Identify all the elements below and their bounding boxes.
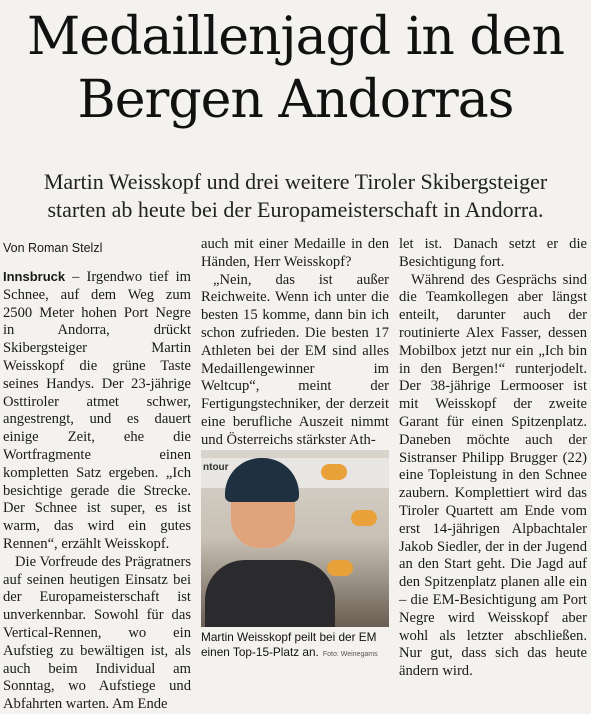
article-photo [201, 450, 389, 627]
column-3-paragraph-2: Während des Gesprächs sind die Teamkollegen aber längst enteilt, darunter auch der routinierte Alex Fasser, dessen Mobilbox jetzt nur ein „Ich bin in den Bergen!“ runterjodelt. Der 38-jährige Lermooser ist mit Weisskopf der zweite Garant für einen Spitzenplatz. Daneben möchte auch der Sistranser Philipp Brugger (22) eine Topleistung in den Schnee zaubern. Komplettiert wird das Tiroler Quartett am Ende vom erst 14-jährigen Alpbachtaler Jakob Siedler, der in der Jugend an den Start geht. Die Jagd auf den Spitzenplatz planen alle ein – die EM-Besichtigung am Port Negre wird Weisskopf aber wohl als letzter abschließen. Nur gut, dass sich das heute ändern wird. [399, 271, 587, 680]
column-2-paragraph-2: „Nein, das ist außer Reichweite. Wenn ich unter die besten 15 komme, dann bin ich schon zufrieden. Die besten 17 Athleten bei der EM sind alles Medaillengewinner im Weltcup“, meint der Fertigungstechniker, der derzeit eine berufliche Auszeit nimmt und Österreichs stärkster Ath- [201, 271, 389, 448]
sponsor-banner-text: ntour [203, 462, 229, 473]
byline: Von Roman Stelzl [3, 241, 103, 255]
sponsor-logo [321, 464, 347, 480]
article-column-1 [3, 236, 191, 714]
subheadline-line-1: Martin Weisskopf und drei weitere Tiroler Skibergsteiger [43, 169, 548, 194]
sponsor-logo [351, 510, 377, 526]
headline [0, 6, 591, 132]
photo-caption-text: Martin Weisskopf peilt bei der EM einen Top-15-Platz an. [201, 630, 377, 659]
athlete-body [205, 560, 335, 627]
column-1-paragraph-1 [3, 268, 191, 554]
subheadline-line-2: starten ab heute bei der Europameisterschaft in Andorra. [47, 197, 544, 222]
headline-line-1: Medaillenjagd in den [27, 7, 564, 67]
sponsor-logo [327, 560, 353, 576]
headline-line-2: Bergen Andorras [77, 70, 514, 130]
dateline: Innsbruck [3, 269, 66, 284]
photo-caption [201, 630, 391, 662]
photo-credit: Foto: Weinegams [322, 651, 378, 658]
column-1-paragraph-1-text: – Irgendwo tief im Schnee, auf dem Weg zum 2500 Meter hohen Port Negre in Andorra, drückt Skibergsteiger Martin Weisskopf die grüne Taste seines Handys. Der 23-jährige Osttiroler atmet schwer, angestrengt, und es dauert einige Zeit, ehe die Wortfragmente einen kompletten Satz ergeben. „Ich besichtige gerade die Strecke. Der Schnee ist super, es ist warm, das wird ein gutes Rennen“, erzählt Weisskopf. [3, 269, 191, 552]
column-1-paragraph-2: Die Vorfreude des Prägratners auf seinen heutigen Einsatz bei der Europameisterschaft ist unverkennbar. Sowohl für das Vertical-Rennen, wo ein Aufstieg zu bewältigen ist, als auch beim Individual am Sonntag, wo Aufstiege und Abfahrten warten. Am Ende [3, 553, 191, 713]
article-column-2 [201, 236, 389, 450]
column-2-paragraph-1: auch mit einer Medaille in den Händen, Herr Weisskopf? [201, 236, 389, 270]
article-column-3 [399, 236, 587, 681]
column-3-paragraph-1: let ist. Danach setzt er die Besichtigung fort. [399, 236, 587, 270]
subheadline [0, 168, 591, 224]
